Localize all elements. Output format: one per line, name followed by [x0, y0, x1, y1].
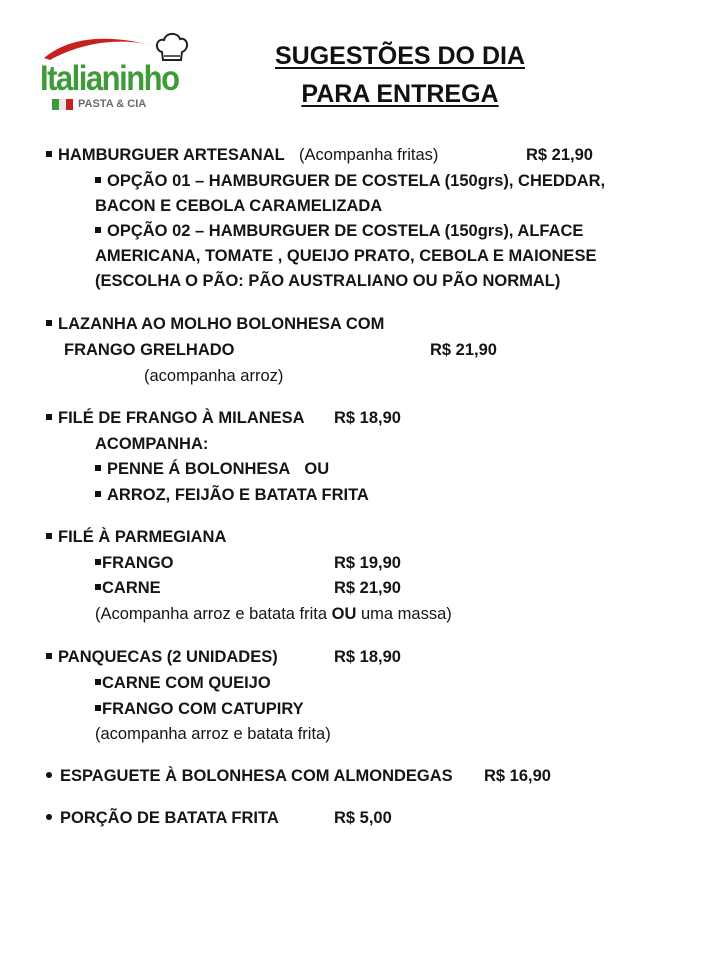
menu-item-milanesa [46, 408, 305, 428]
option-line [95, 171, 605, 191]
option-line [95, 578, 161, 598]
option-line: AMERICANA, TOMATE , QUEIJO PRATO, CEBOLA E MAIONESE [95, 247, 597, 265]
option-line: BACON E CEBOLA CARAMELIZADA [95, 197, 383, 215]
item-price: R$ 5,00 [334, 809, 392, 827]
option-line [95, 221, 583, 241]
item-price: R$ 18,90 [334, 648, 401, 666]
logo-brand-text: Italianinho [40, 58, 179, 99]
bullet-icon [46, 653, 52, 659]
item-note: (acompanha arroz e batata frita) [95, 725, 331, 743]
bullet-icon [46, 772, 52, 778]
note-text: (Acompanha arroz e batata frita [95, 605, 328, 623]
option-text: OPÇÃO 01 – HAMBURGUER DE COSTELA (150grs), CHEDDAR, [107, 172, 606, 190]
option-or: OU [304, 460, 330, 478]
item-name: LAZANHA AO MOLHO BOLONHESA COM [58, 315, 385, 333]
item-name-cont: FRANGO GRELHADO [64, 341, 235, 359]
menu-item-parmegiana [46, 527, 226, 547]
option-text: OPÇÃO 02 – HAMBURGUER DE COSTELA (150grs), ALFACE [107, 222, 584, 240]
item-price: R$ 21,90 [526, 146, 593, 164]
item-note [95, 604, 452, 624]
item-name: HAMBURGUER ARTESANAL [58, 146, 285, 164]
option-price: R$ 21,90 [334, 579, 401, 597]
bullet-icon [46, 814, 52, 820]
item-note: (acompanha arroz) [144, 367, 284, 385]
item-name: PORÇÃO DE BATATA FRITA [60, 809, 279, 827]
option-line: (ESCOLHA O PÃO: PÃO AUSTRALIANO OU PÃO NORMAL) [95, 272, 561, 290]
page-title-line2: PARA ENTREGA [301, 80, 499, 108]
bullet-icon [46, 151, 52, 157]
menu-item-espaguete [46, 766, 453, 786]
option-line [95, 459, 329, 479]
item-price: R$ 18,90 [334, 409, 401, 427]
bullet-icon [95, 491, 101, 497]
logo-tagline [52, 98, 146, 110]
option-text: PENNE Á BOLONHESA [107, 460, 291, 478]
item-name: FILÉ À PARMEGIANA [58, 528, 227, 546]
item-price: R$ 21,90 [430, 341, 497, 359]
bullet-icon [95, 177, 101, 183]
item-name: PANQUECAS (2 UNIDADES) [58, 648, 278, 666]
option-text: FRANGO COM CATUPIRY [102, 700, 304, 718]
item-acomp-label: ACOMPANHA: [95, 435, 209, 453]
bullet-icon [95, 227, 101, 233]
bullet-icon [95, 584, 101, 590]
page-title-line1: SUGESTÕES DO DIA [274, 42, 526, 70]
option-text: FRANGO [102, 554, 174, 572]
bullet-icon [46, 320, 52, 326]
item-price: R$ 16,90 [484, 767, 551, 785]
bullet-icon [95, 465, 101, 471]
menu-item-porcao [46, 808, 279, 828]
note-or: OU [331, 605, 357, 623]
bullet-icon [46, 533, 52, 539]
bullet-icon [95, 559, 101, 565]
menu-item-hamburguer [46, 145, 438, 165]
logo-tagline-text: PASTA & CIA [78, 98, 147, 110]
menu-item-panquecas [46, 647, 278, 667]
item-name: ESPAGUETE À BOLONHESA COM ALMONDEGAS [60, 767, 453, 785]
option-line [95, 485, 369, 505]
item-note: (Acompanha fritas) [299, 146, 439, 164]
note-text: uma massa) [360, 605, 452, 623]
option-text: CARNE COM QUEIJO [102, 674, 271, 692]
option-line [95, 553, 174, 573]
bullet-icon [95, 679, 101, 685]
bullet-icon [95, 705, 101, 711]
item-name: FILÉ DE FRANGO À MILANESA [58, 409, 305, 427]
option-line [95, 673, 271, 693]
bullet-icon [46, 414, 52, 420]
option-text: ARROZ, FEIJÃO E BATATA FRITA [107, 486, 369, 504]
italianinho-logo [30, 28, 190, 114]
option-text: CARNE [102, 579, 161, 597]
option-line [95, 699, 304, 719]
italy-flag-icon [52, 99, 73, 110]
option-price: R$ 19,90 [334, 554, 401, 572]
menu-item-lazanha [46, 314, 384, 334]
